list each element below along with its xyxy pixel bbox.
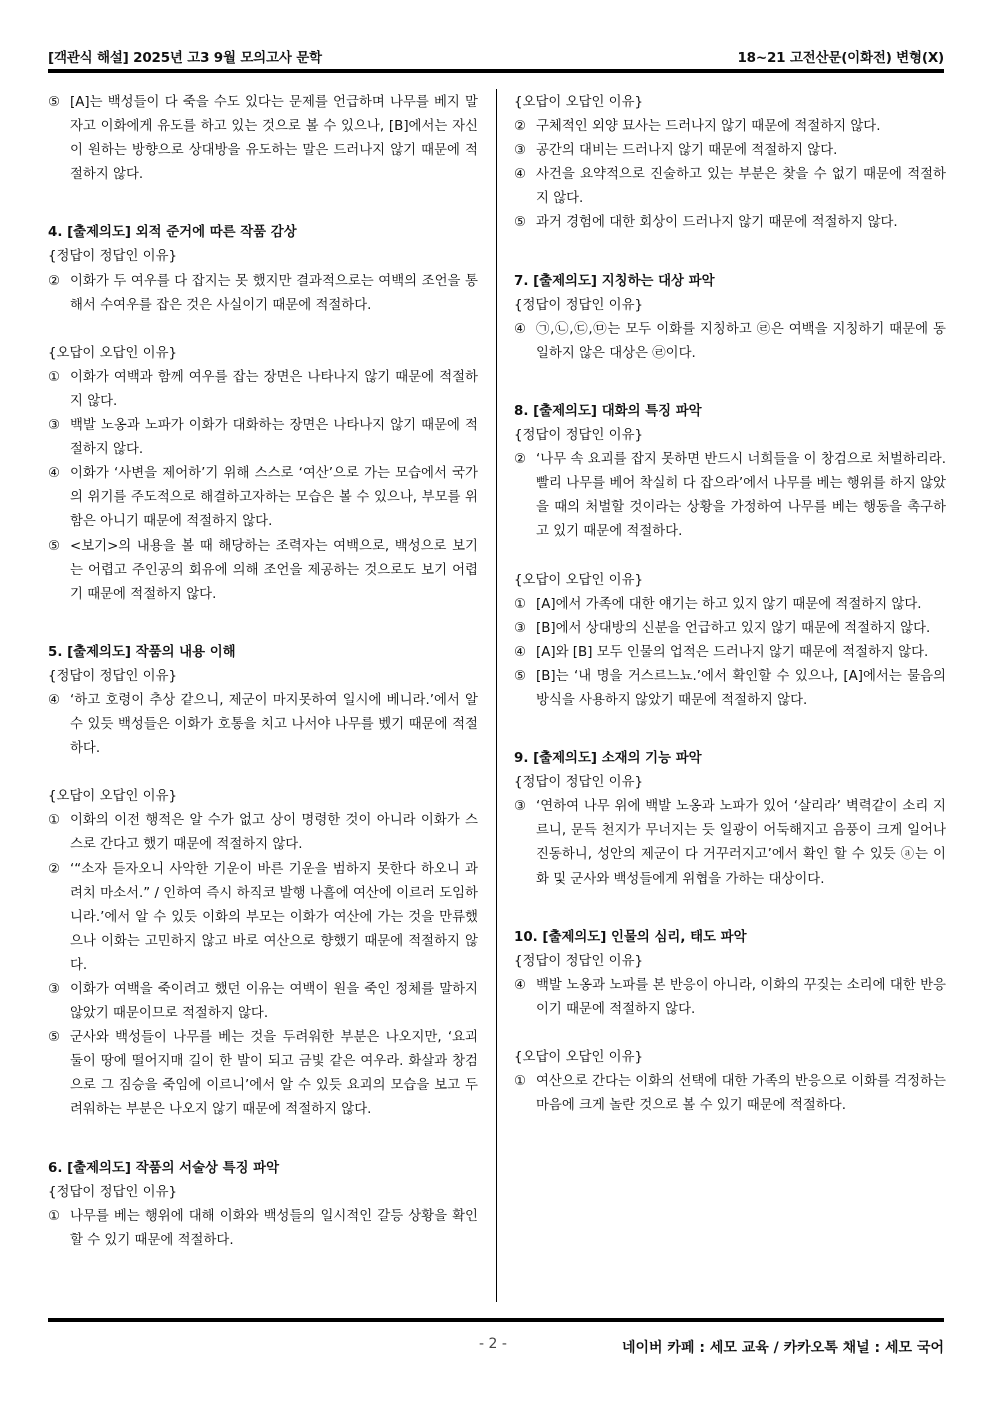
item-text: 백발 노옹과 노파가 이화가 대화하는 장면은 나타나지 않기 때문에 적절하지 않다. — [70, 418, 478, 458]
answer-item — [48, 535, 478, 607]
item-text: 군사와 백성들이 나무를 베는 것을 두려워한 부분은 나오지만, ‘요괴 둘이 땅에 떨어지매 길이 한 발이 되고 금빛 같은 여우라. 화살과 창검으로 그 짐승을 죽임에 이르니’에서 알 수 있듯 요괴의 모습을 보고 두려워하는 부분은 나오지 않기 때문에 적절하지 않다. — [70, 1030, 478, 1118]
item-number: ④ — [48, 692, 61, 708]
answer-item — [514, 211, 946, 235]
page-number: - 2 - — [479, 1336, 507, 1352]
correct-label: {정답이 정답인 이유} — [514, 775, 644, 791]
item-number: ③ — [48, 418, 61, 434]
item-number: ② — [48, 273, 61, 289]
correct-label: {정답이 정답인 이유} — [48, 1184, 178, 1200]
question-5-title: 5. [출제의도] 작품의 내용 이해 — [48, 644, 236, 660]
answer-item — [514, 318, 946, 366]
correct-label: {정답이 정답인 이유} — [48, 668, 178, 684]
item-text: [B]에서 상대방의 신분을 언급하고 있지 않기 때문에 적절하지 않다. — [536, 620, 931, 636]
answer-item — [48, 414, 478, 462]
item-number: ② — [514, 119, 527, 135]
header-title: [객관식 해설] 2025년 고3 9월 모의고사 문학 — [48, 50, 322, 66]
column-divider — [496, 89, 497, 1302]
item-number: ④ — [514, 644, 527, 660]
wrong-label: {오답이 오답인 이유} — [514, 1050, 644, 1065]
question-9-title: 9. [출제의도] 소재의 기능 파악 — [514, 751, 702, 767]
footer-rule — [48, 1318, 944, 1322]
item-text: 이화의 이전 행적은 알 수가 없고 상이 명령한 것이 아니라 이화가 스스로 간다고 했기 때문에 적절하지 않다. — [70, 813, 478, 853]
item-number: ⑤ — [514, 668, 527, 684]
answer-item — [514, 163, 946, 211]
item-text: 여산으로 간다는 이화의 선택에 대한 가족의 반응으로 이화를 걱정하는 마음에 크게 놀란 것으로 볼 수 있기 때문에 적절하다. — [536, 1074, 946, 1114]
question-6-title: 6. [출제의도] 작품의 서술상 특징 파악 — [48, 1160, 280, 1176]
item-text: 사건을 요약적으로 진술하고 있는 부분은 찾을 수 없기 때문에 적절하지 않다. — [536, 167, 946, 207]
question-4-title: 4. [출제의도] 외적 준거에 따른 작품 감상 — [48, 225, 297, 241]
correct-label: {정답이 정답인 이유} — [514, 953, 644, 969]
item-text: 나무를 베는 행위에 대해 이화와 백성들의 일시적인 갈등 상황을 확인할 수 있기 때문에 적절하다. — [70, 1208, 478, 1248]
wrong-label: {오답이 오답인 이유} — [514, 572, 644, 588]
answer-item — [48, 858, 478, 978]
item-text: [A]와 [B] 모두 인물의 업적은 드러나지 않기 때문에 적절하지 않다. — [536, 644, 929, 660]
answer-item — [48, 689, 478, 761]
header-section: 18~21 고전산문(이화전) 변형(X) — [737, 50, 944, 66]
wrong-label: {오답이 오답인 이유} — [48, 345, 178, 361]
left-column — [48, 91, 478, 1253]
item-text: ‘나무 속 요괴를 잡지 못하면 반드시 너희들을 이 창검으로 처벌하리라. 빨리 나무를 베어 착실히 다 잡으라’에서 나무를 베는 행위를 하지 않았을 때의 처벌할 것이라는 상황을 가정하여 나무를 베는 행동을 촉구하고 있기 때문에 적절하다. — [536, 452, 946, 540]
item-number: ③ — [514, 620, 527, 636]
right-column — [514, 91, 946, 1118]
answer-item — [48, 462, 478, 534]
item-text: 구체적인 외양 묘사는 드러나지 않기 때문에 적절하지 않다. — [536, 119, 881, 135]
item-number: ② — [48, 861, 61, 877]
item-number: ① — [514, 1074, 527, 1090]
answer-item — [514, 115, 946, 139]
footer-channels: 네이버 카페 : 세모 교육 / 카카오톡 채널 : 세모 국어 — [621, 1340, 944, 1356]
answer-item — [514, 1070, 946, 1118]
correct-label: {정답이 정답인 이유} — [514, 297, 644, 313]
answer-item — [48, 366, 478, 414]
answer-item — [48, 1205, 478, 1253]
item-number: ③ — [514, 143, 527, 159]
item-number: ① — [48, 813, 61, 829]
item-number: ⑤ — [514, 215, 527, 231]
answer-item — [48, 1026, 478, 1122]
item-text: [B]는 ‘내 명을 거스르느뇨.’에서 확인할 수 있으나, [A]에서는 물음의 방식을 사용하지 않았기 때문에 적절하지 않다. — [536, 668, 946, 708]
correct-label: {정답이 정답인 이유} — [48, 249, 178, 265]
item-text: [A]에서 가족에 대한 얘기는 하고 있지 않기 때문에 적절하지 않다. — [536, 596, 922, 612]
answer-item — [48, 978, 478, 1026]
item-text: <보기>의 내용을 볼 때 해당하는 조력자는 여백으로, 백성으로 보기는 어렵고 주인공의 회유에 의해 조언을 제공하는 것으로도 보기 어렵기 때문에 적절하지 않다. — [70, 538, 478, 602]
item-text: [A]는 백성들이 다 죽을 수도 있다는 문제를 언급하며 나무를 베지 말자고 이화에게 유도를 하고 있는 것으로 볼 수 있으나, [B]에서는 자신이 원하는 방향으로 상대방을 유도하는 말은 드러나지 않기 때문에 적절하지 않다. — [70, 95, 478, 183]
answer-item — [48, 91, 478, 187]
item-text: ‘“소자 듣자오니 사악한 기운이 바른 기운을 범하지 못한다 하오니 과려치 마소서.” / 인하여 즉시 하직코 발행 나흘에 여산에 이르러 도임하니라.’에서 알 수 있듯 이화의 부모는 이화가 여산에 가는 것을 만류했으나 이화는 고민하지 않고 바로 여산으로 향했기 때문에 적절하지 않다. — [70, 861, 478, 973]
answer-item — [48, 809, 478, 857]
item-number: ④ — [514, 321, 527, 337]
item-number: ③ — [48, 982, 61, 997]
item-number: ④ — [514, 977, 527, 993]
item-text: ‘하고 호령이 추상 같으니, 제군이 마지못하여 일시에 베니라.’에서 알 수 있듯 백성들은 이화가 호통을 치고 나서야 나무를 벴기 때문에 적절하다. — [70, 692, 478, 757]
answer-item — [514, 665, 946, 713]
item-text: 공간의 대비는 드러나지 않기 때문에 적절하지 않다. — [536, 143, 838, 159]
item-text: 백발 노옹과 노파를 본 반응이 아니라, 이화의 꾸짖는 소리에 대한 반응이기 때문에 적절하지 않다. — [536, 977, 946, 1017]
answer-item — [514, 448, 946, 544]
wrong-label: {오답이 오답인 이유} — [514, 95, 644, 110]
item-text: 이화가 ‘사변을 제어하’기 위해 스스로 ‘여산’으로 가는 모습에서 국가의 위기를 주도적으로 해결하고자하는 모습은 볼 수 있으나, 부모를 위함은 아니기 때문에 적절하지 않다. — [70, 466, 478, 530]
question-10-title: 10. [출제의도] 인물의 심리, 태도 파악 — [514, 929, 747, 945]
answer-item — [514, 593, 946, 617]
answer-item — [514, 139, 946, 163]
header-rule — [48, 69, 944, 73]
answer-item — [514, 795, 946, 891]
item-number: ① — [514, 596, 527, 612]
answer-item — [514, 641, 946, 665]
item-number: ② — [514, 452, 527, 468]
answer-item — [514, 974, 946, 1022]
question-7-title: 7. [출제의도] 지칭하는 대상 파악 — [514, 273, 715, 289]
item-number: ⑤ — [48, 1030, 61, 1046]
correct-label: {정답이 정답인 이유} — [514, 428, 644, 444]
item-number: ④ — [514, 167, 527, 183]
answer-item — [514, 617, 946, 641]
wrong-label: {오답이 오답인 이유} — [48, 789, 178, 805]
answer-item — [48, 270, 478, 318]
item-number: ③ — [514, 799, 527, 815]
item-text: 이화가 두 여우를 다 잡지는 못 했지만 결과적으로는 여백의 조언을 통해서 수여우를 잡은 것은 사실이기 때문에 적절하다. — [70, 273, 478, 313]
item-number: ① — [48, 1208, 61, 1224]
item-number: ④ — [48, 466, 61, 482]
item-text: 이화가 여백을 죽이려고 했던 이유는 여백이 원을 죽인 정체를 말하지 않았기 때문이므로 적절하지 않다. — [70, 982, 478, 1022]
item-number: ① — [48, 369, 61, 385]
item-text: 이화가 여백과 함께 여우를 잡는 장면은 나타나지 않기 때문에 적절하지 않다. — [70, 369, 478, 409]
item-text: ‘연하여 나무 위에 백발 노옹과 노파가 있어 ‘살리라’ 벽력같이 소리 지르니, 문득 천지가 무너지는 듯 일광이 어둑해지고 음풍이 크게 일어나 진동하니, 성안의 제군이 다 거꾸러지고’에서 확인 할 수 있듯 ⓐ는 이화 및 군사와 백성들에게 위협을 가하는 대상이다. — [536, 799, 946, 887]
item-text: ㉠,㉡,㉢,㉤는 모두 이화를 지칭하고 ㉣은 여백을 지칭하기 때문에 동일하지 않은 대상은 ㉣이다. — [536, 321, 946, 361]
question-8-title: 8. [출제의도] 대화의 특징 파악 — [514, 403, 702, 419]
item-number: ⑤ — [48, 538, 61, 554]
item-text: 과거 경험에 대한 회상이 드러나지 않기 때문에 적절하지 않다. — [536, 215, 898, 231]
item-number: ⑤ — [48, 95, 61, 110]
